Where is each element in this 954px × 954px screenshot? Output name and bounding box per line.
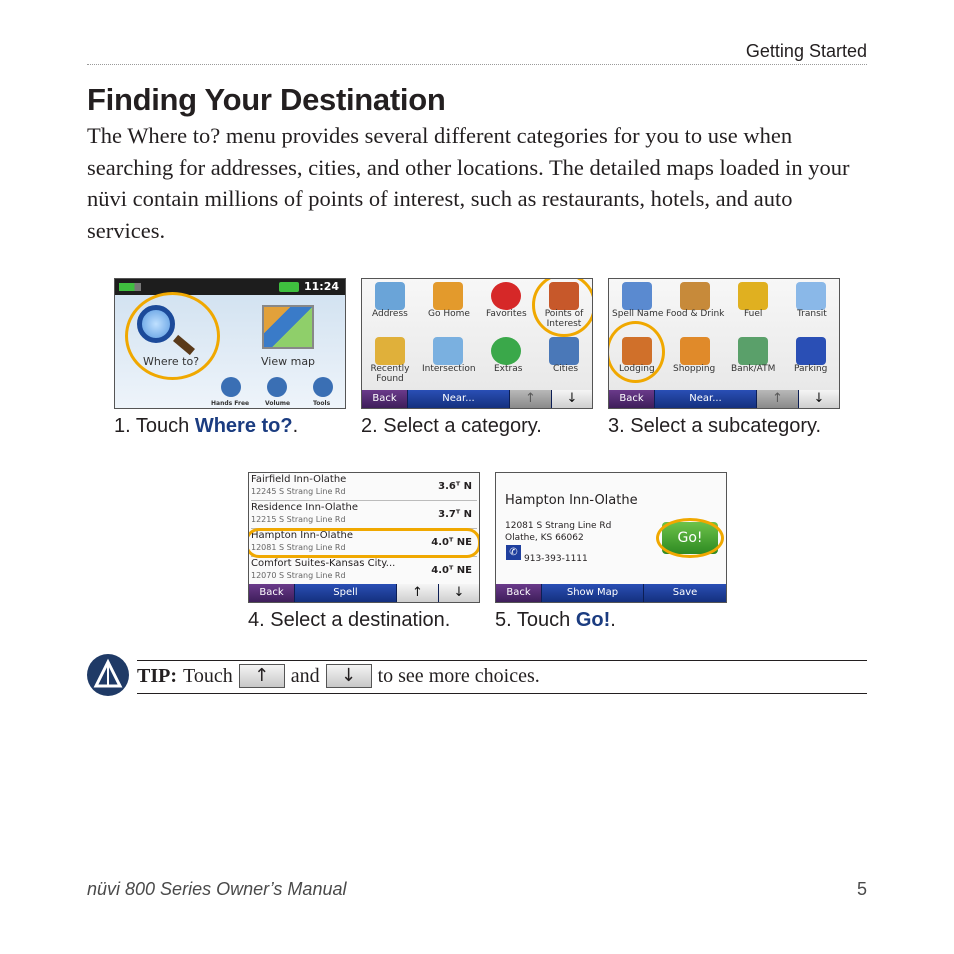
list-item[interactable]: Residence Inn-Olathe 12215 S Strang Line Rd 3.7ᵀ N xyxy=(251,501,477,529)
transit-icon[interactable] xyxy=(796,282,826,310)
screenshot-subcategories xyxy=(608,278,840,409)
recently-found-icon[interactable] xyxy=(375,337,405,365)
highlight-ring-lodging xyxy=(608,321,665,383)
up-arrow-icon: ↑ xyxy=(239,664,285,688)
volume-icon[interactable] xyxy=(267,377,287,397)
list-item[interactable]: Comfort Suites-Kansas City... 12070 S Strang Line Rd 4.0ᵀ NE xyxy=(251,557,477,585)
extras-icon[interactable] xyxy=(491,337,521,365)
toolbar xyxy=(609,390,839,408)
screenshot-destination-list xyxy=(248,472,480,603)
where-to-term: Where to? xyxy=(194,415,293,437)
destination-address-2: Olathe, KS 66062 xyxy=(505,533,584,543)
save-button[interactable]: Save xyxy=(672,587,698,598)
hands-free-label: Hands Free xyxy=(211,400,250,407)
cities-icon[interactable] xyxy=(549,337,579,365)
spell-name-icon[interactable] xyxy=(622,282,652,310)
subcategory-food-drink[interactable]: Food & Drink xyxy=(666,309,725,319)
subcategory-parking[interactable]: Parking xyxy=(794,364,828,374)
highlight-ring-destination xyxy=(248,528,480,558)
signal-icon xyxy=(119,283,141,291)
battery-icon xyxy=(279,282,299,292)
subcategory-shopping[interactable]: Shopping xyxy=(673,364,716,374)
subcategory-bank-atm[interactable]: Bank/ATM xyxy=(731,364,776,374)
back-button[interactable]: Back xyxy=(609,390,655,408)
near-button[interactable]: Near... xyxy=(655,390,757,408)
page-number: 5 xyxy=(856,879,867,899)
where-to-label[interactable]: Where to? xyxy=(143,355,200,368)
hands-free-icon[interactable] xyxy=(221,377,241,397)
tip-text-3: to see more choices. xyxy=(377,664,540,687)
back-button[interactable]: Back xyxy=(249,584,295,602)
tip-rule-bottom xyxy=(137,693,867,694)
tip-text-1: Touch xyxy=(183,664,233,687)
highlight-ring-poi xyxy=(532,278,593,337)
category-cities[interactable]: Cities xyxy=(553,364,579,374)
go-home-icon[interactable] xyxy=(433,282,463,310)
category-extras[interactable]: Extras xyxy=(494,364,523,374)
spell-button[interactable]: Spell xyxy=(295,584,397,602)
tools-icon[interactable] xyxy=(313,377,333,397)
subcategory-fuel[interactable]: Fuel xyxy=(744,309,763,319)
category-go-home[interactable]: Go Home xyxy=(428,309,470,319)
back-button[interactable]: Back xyxy=(362,390,408,408)
intersection-icon[interactable] xyxy=(433,337,463,365)
page-title: Finding Your Destination xyxy=(87,82,446,117)
scroll-up-button[interactable]: ↑ xyxy=(510,390,552,408)
list-item-selected[interactable]: Hampton Inn-Olathe 12081 S Strang Line Rd 4.0ᵀ NE xyxy=(251,529,477,557)
go-button[interactable]: Go! xyxy=(662,522,718,554)
caption-step-4: 4. Select a destination. xyxy=(248,609,451,631)
back-button[interactable]: Back xyxy=(496,584,542,602)
clock: 11:24 xyxy=(303,280,339,293)
tools-label: Tools xyxy=(313,400,331,407)
scroll-up-button[interactable]: ↑ xyxy=(397,584,439,602)
list-item[interactable]: Fairfield Inn-Olathe 12245 S Strang Line Rd 3.6ᵀ N xyxy=(251,473,477,501)
tip-rule-top xyxy=(137,660,867,661)
category-recently-found[interactable]: Recently Found xyxy=(370,364,410,384)
phone-icon[interactable]: ✆ xyxy=(506,545,521,560)
subcategory-transit[interactable]: Transit xyxy=(797,309,827,319)
volume-label: Volume xyxy=(265,400,291,407)
category-intersection[interactable]: Intersection xyxy=(422,364,476,374)
view-map-label[interactable]: View map xyxy=(261,355,316,368)
toolbar xyxy=(249,584,479,602)
category-points-of-interest[interactable]: Points of Interest xyxy=(544,309,584,329)
destination-name: Hampton Inn-Olathe xyxy=(505,493,638,508)
near-button[interactable]: Near... xyxy=(408,390,510,408)
tip xyxy=(137,664,540,688)
tip-text-2: and xyxy=(290,664,320,687)
tip-label: TIP: xyxy=(137,664,177,687)
screenshot-categories xyxy=(361,278,593,409)
go-term: Go! xyxy=(575,609,611,631)
show-map-button[interactable]: Show Map xyxy=(542,584,644,602)
intro-paragraph: The Where to? menu provides several different categories for you to use when searching for addresses, cities, and other locations. The detailed maps loaded in your nüvi contain millions of points of interest, such as restaurants, hotels, and auto services. xyxy=(87,123,850,243)
highlight-ring-go xyxy=(656,518,724,558)
footer-manual-title: nüvi 800 Series Owner’s Manual xyxy=(87,879,347,899)
header-rule xyxy=(87,64,867,65)
screenshot-main-menu xyxy=(114,278,346,409)
screenshot-destination-detail xyxy=(495,472,727,603)
map-icon xyxy=(262,305,314,349)
destination-address-1: 12081 S Strang Line Rd xyxy=(505,521,612,531)
scroll-up-button[interactable]: ↑ xyxy=(757,390,799,408)
caption-step-2: 2. Select a category. xyxy=(361,415,542,437)
scroll-down-button[interactable]: ↓ xyxy=(799,390,839,408)
scroll-down-button[interactable]: ↓ xyxy=(439,584,479,602)
category-favorites[interactable]: Favorites xyxy=(486,309,527,319)
bank-atm-icon[interactable] xyxy=(738,337,768,365)
toolbar xyxy=(362,390,592,408)
toolbar xyxy=(496,584,726,602)
caption-step-5: 5. Touch Go!. xyxy=(495,609,616,631)
scroll-down-button[interactable]: ↓ xyxy=(552,390,592,408)
caption-step-1: 1. Touch Where to?. xyxy=(114,415,299,437)
category-address[interactable]: Address xyxy=(372,309,408,319)
address-icon[interactable] xyxy=(375,282,405,310)
parking-icon[interactable] xyxy=(796,337,826,365)
section-label: Getting Started xyxy=(745,41,867,61)
fuel-icon[interactable] xyxy=(738,282,768,310)
subcategory-lodging[interactable]: Lodging xyxy=(619,364,655,374)
status-bar xyxy=(115,279,345,295)
food-drink-icon[interactable] xyxy=(680,282,710,310)
favorites-icon[interactable] xyxy=(491,282,521,310)
garmin-tip-logo-icon xyxy=(87,654,129,696)
destination-phone: 913-393-1111 xyxy=(524,554,588,564)
caption-step-3: 3. Select a subcategory. xyxy=(608,415,822,437)
shopping-icon[interactable] xyxy=(680,337,710,365)
down-arrow-icon: ↓ xyxy=(326,664,372,688)
subcategory-spell-name[interactable]: Spell Name xyxy=(612,309,664,319)
